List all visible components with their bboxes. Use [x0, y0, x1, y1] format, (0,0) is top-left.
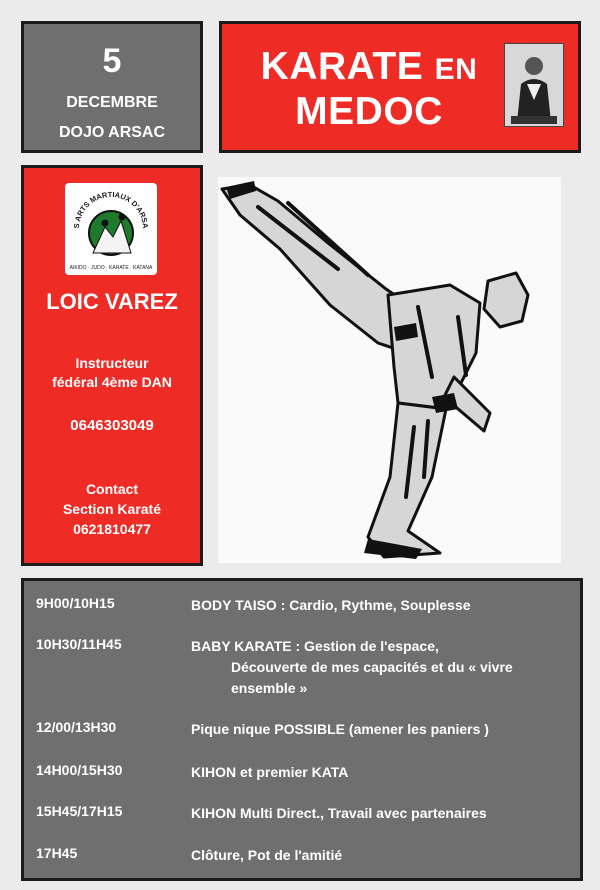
karate-kick-illustration [218, 177, 561, 563]
schedule-activity [191, 636, 574, 699]
schedule-activity: Clôture, Pot de l'amitié [191, 847, 343, 863]
instructor-phone: 0646303049 [70, 417, 154, 434]
club-logo [65, 183, 157, 275]
logo-subtitle: AIKIDO · JUDO · KARATE · KATANA [69, 265, 153, 271]
event-place: DOJO ARSAC [58, 124, 166, 141]
contact-block [24, 479, 200, 539]
schedule-panel [21, 578, 583, 881]
logo-arc-text: S ARTS MARTIAUX D'ARSA [71, 189, 151, 229]
event-month: DECEMBRE [66, 94, 158, 111]
contact-phone: 0621810477 [73, 521, 151, 537]
schedule-activity: KIHON Multi Direct., Travail avec partenaires [191, 805, 487, 821]
instructor-name: LOIC VAREZ [46, 289, 178, 314]
title-word-en: EN [434, 53, 478, 86]
event-title [228, 46, 510, 133]
master-portrait-image [504, 43, 564, 127]
schedule-activity-line-3: ensemble » [231, 680, 308, 696]
schedule-activity-line-1: BABY KARATE : Gestion de l'espace, [191, 638, 439, 654]
contact-section: Section Karaté [62, 501, 162, 517]
instructor-panel [21, 165, 203, 566]
instructor-title [24, 354, 200, 392]
schedule-activity: Pique nique POSSIBLE (amener les paniers ) [191, 721, 489, 737]
schedule-time: 17H45 [36, 845, 78, 861]
schedule-activity: BODY TAISO : Cardio, Rythme, Souplesse [191, 597, 471, 613]
event-day: 5 [102, 42, 122, 80]
instructor-title-line-1: Instructeur [75, 355, 149, 371]
schedule-time: 10H30/11H45 [36, 636, 122, 652]
schedule-time: 14H00/15H30 [36, 762, 123, 778]
date-panel [21, 21, 203, 153]
schedule-time: 9H00/10H15 [36, 595, 115, 611]
contact-label: Contact [85, 481, 139, 497]
schedule-activity-line-2: Découverte de mes capacités et du « vivre [231, 659, 513, 675]
title-panel [219, 21, 581, 153]
schedule-activity: KIHON et premier KATA [191, 764, 349, 780]
schedule-time: 12/00/13H30 [36, 719, 117, 735]
schedule-time: 15H45/17H15 [36, 803, 123, 819]
title-word-medoc: MEDOC [295, 90, 443, 133]
title-word-karate: KARATE [260, 45, 424, 88]
instructor-title-line-2: fédéral 4ème DAN [52, 374, 172, 390]
